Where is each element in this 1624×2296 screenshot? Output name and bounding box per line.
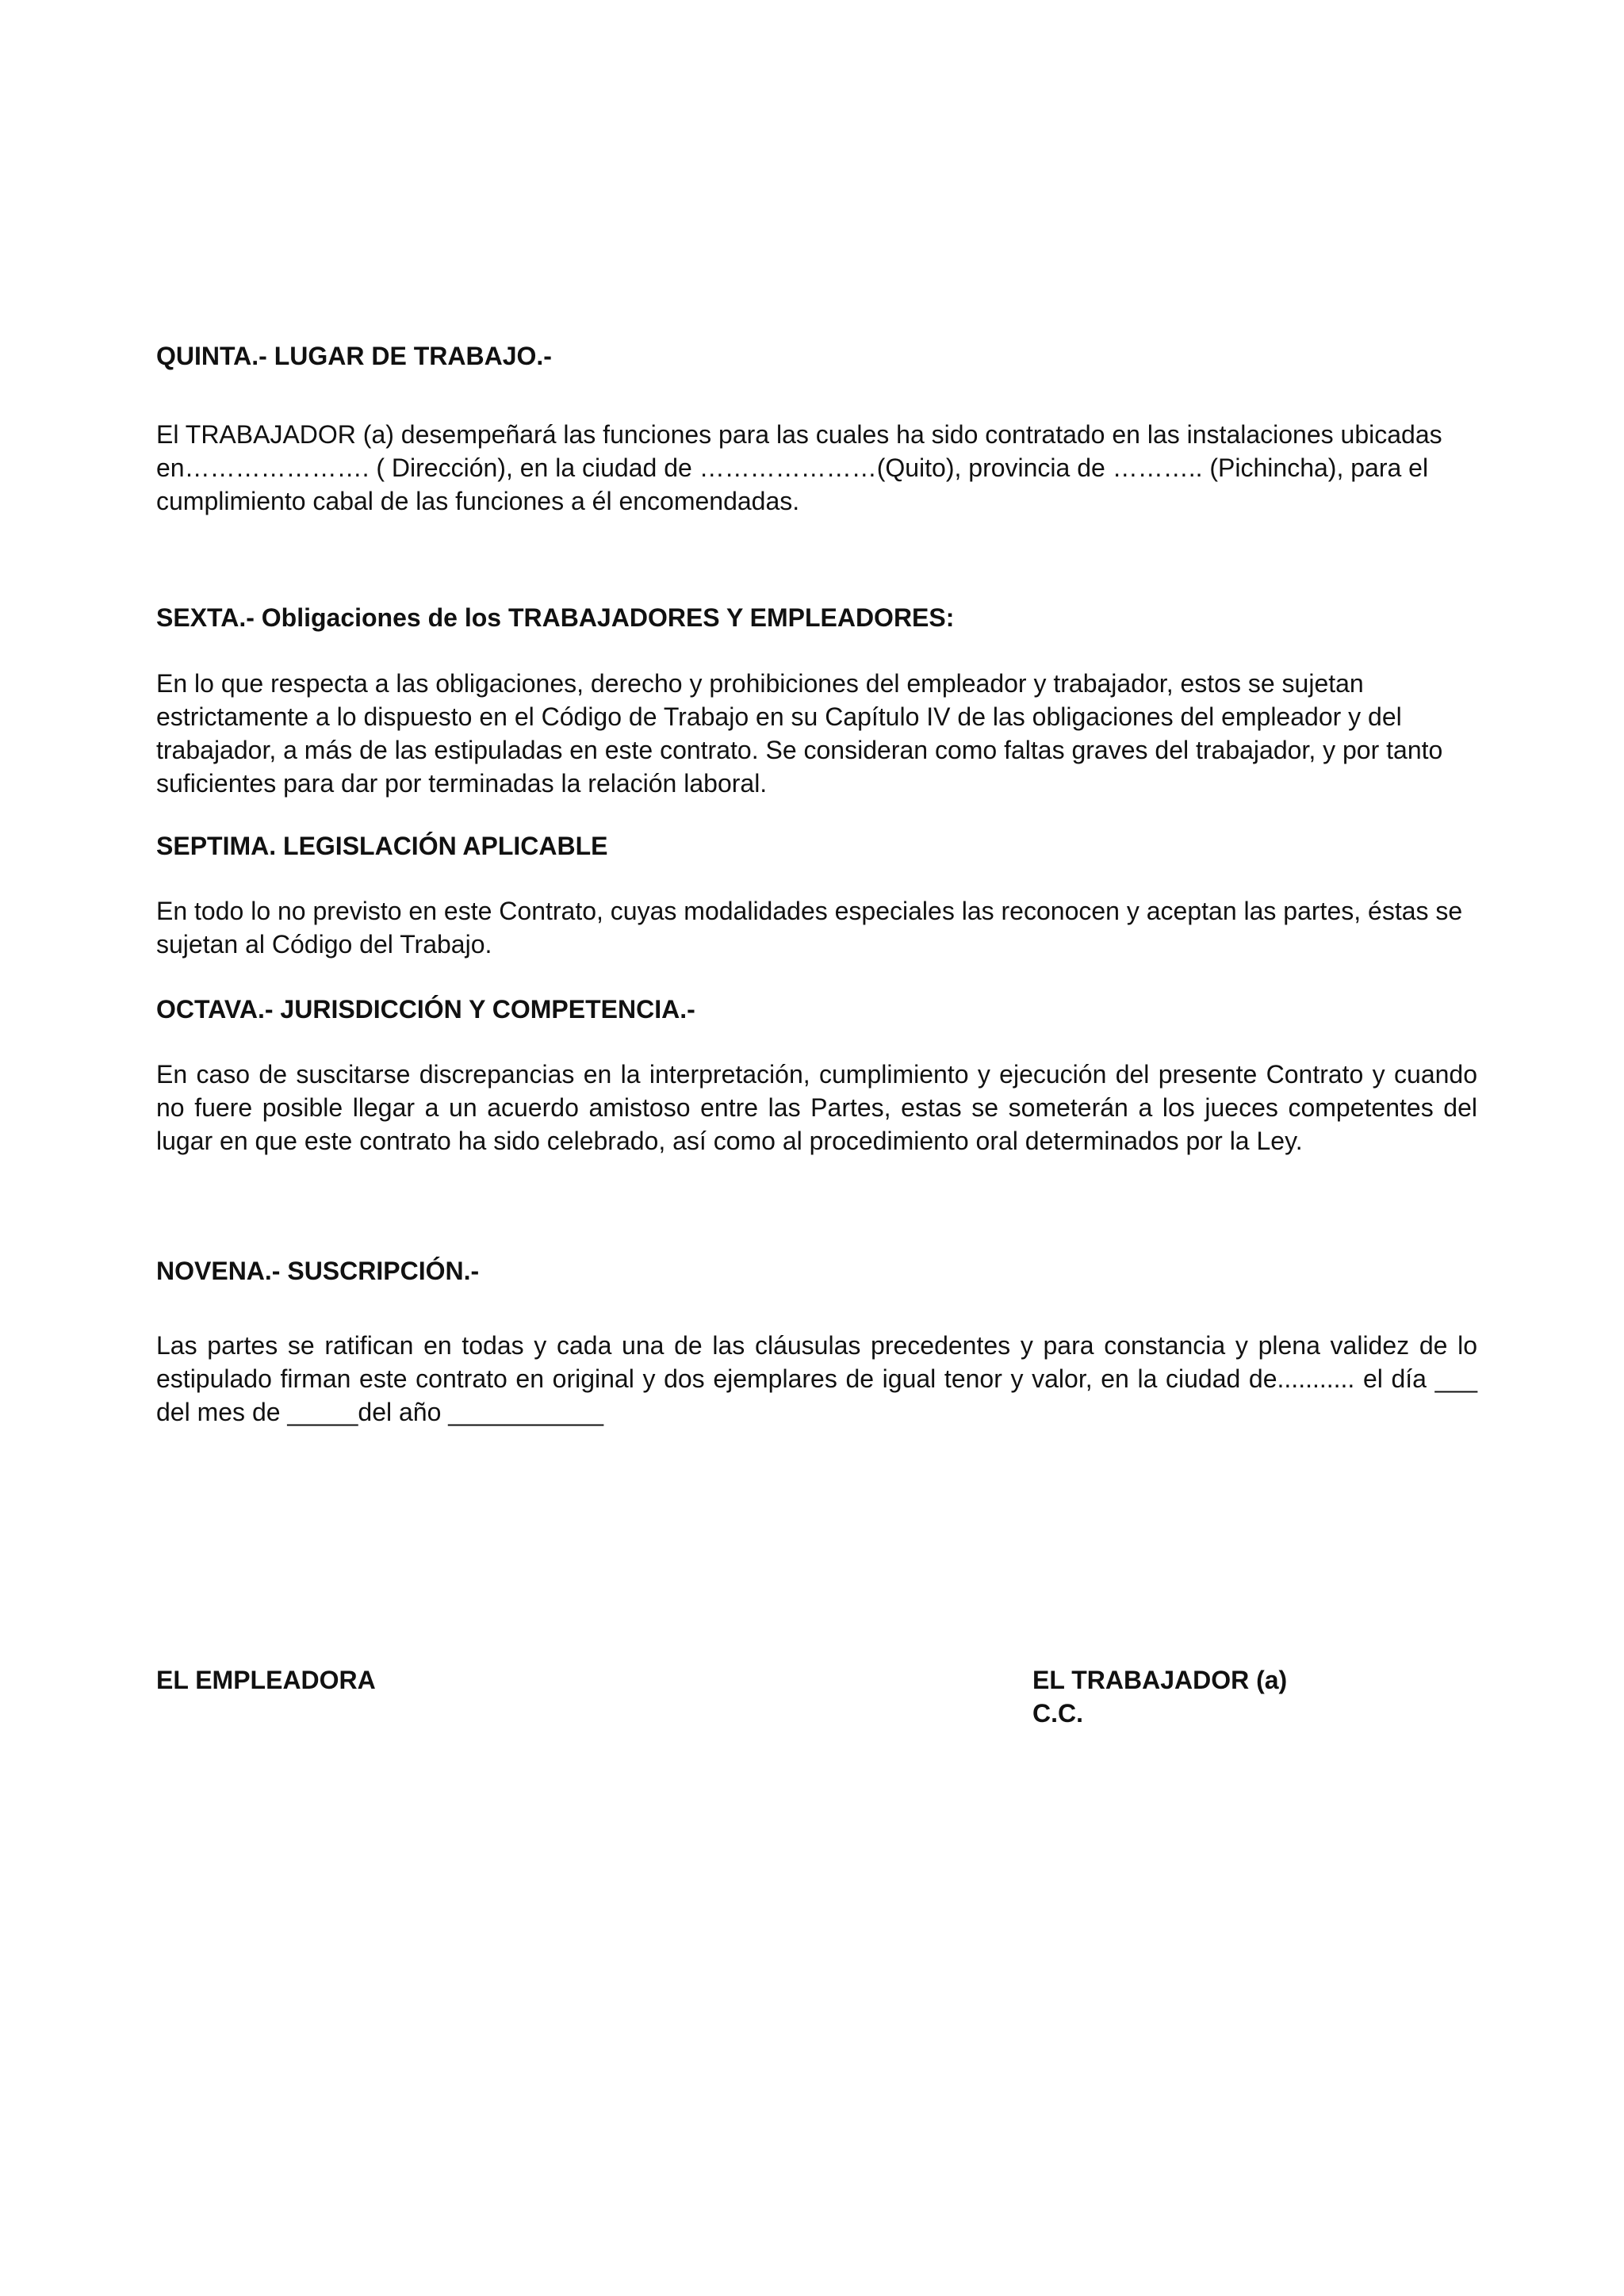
worker-id-label: C.C. [1032, 1699, 1083, 1728]
clause-octava-body: En caso de suscitarse discrepancias en la interpretación, cumplimiento y ejecución del presente Contrato y cuando no fuere posible llegar a un acuerdo amistoso entre las Partes, estas se someterán a los jueces competentes del lugar en que este contrato ha sido celebrado, así como al procedimiento oral determinados por la Ley. [156, 1060, 1477, 1155]
clause-septima-body: En todo lo no previsto en este Contrato, cuyas modalidades especiales las reconocen y aceptan las partes, éstas se sujetan al Código del Trabajo. [156, 897, 1463, 959]
clause-novena-body: Las partes se ratifican en todas y cada una de las cláusulas precedentes y para constancia y plena validez de lo estipulado firman este contrato en original y dos ejemplares de igual tenor y valor, en la ciudad de........... el día ___ del mes de _____del año ___________ [156, 1331, 1477, 1426]
worker-signature-label: EL TRABAJADOR (a) [1032, 1666, 1288, 1694]
clause-octava-heading: OCTAVA.- JURISDICCIÓN Y COMPETENCIA.- [156, 995, 695, 1024]
clause-novena-heading: NOVENA.- SUSCRIPCIÓN.- [156, 1257, 480, 1285]
clause-septima-heading: SEPTIMA. LEGISLACIÓN APLICABLE [156, 832, 608, 860]
clause-sexta-body: En lo que respecta a las obligaciones, derecho y prohibiciones del empleador y trabajador, estos se sujetan estrictamente a lo dispuesto en el Código de Trabajo en su Capítulo IV de las obligaciones del empleador y del trabajador, a más de las estipuladas en este contrato. Se consideran como faltas graves del trabajador, y por tanto suficientes para dar por terminadas la relación laboral. [156, 669, 1443, 798]
clause-sexta-heading: SEXTA.- Obligaciones de los TRABAJADORES Y EMPLEADORES: [156, 603, 955, 632]
employer-signature-label: EL EMPLEADORA [156, 1666, 376, 1694]
clause-quinta-heading: QUINTA.- LUGAR DE TRABAJO.- [156, 342, 552, 370]
clause-quinta-body: El TRABAJADOR (a) desempeñará las funciones para las cuales ha sido contratado en las instalaciones ubicadas en…………………. ( Dirección), en la ciudad de …………………(Quito), provincia de ……….. (Pichincha), para el cumplimiento cabal de las funciones a él encomendadas. [156, 420, 1442, 515]
